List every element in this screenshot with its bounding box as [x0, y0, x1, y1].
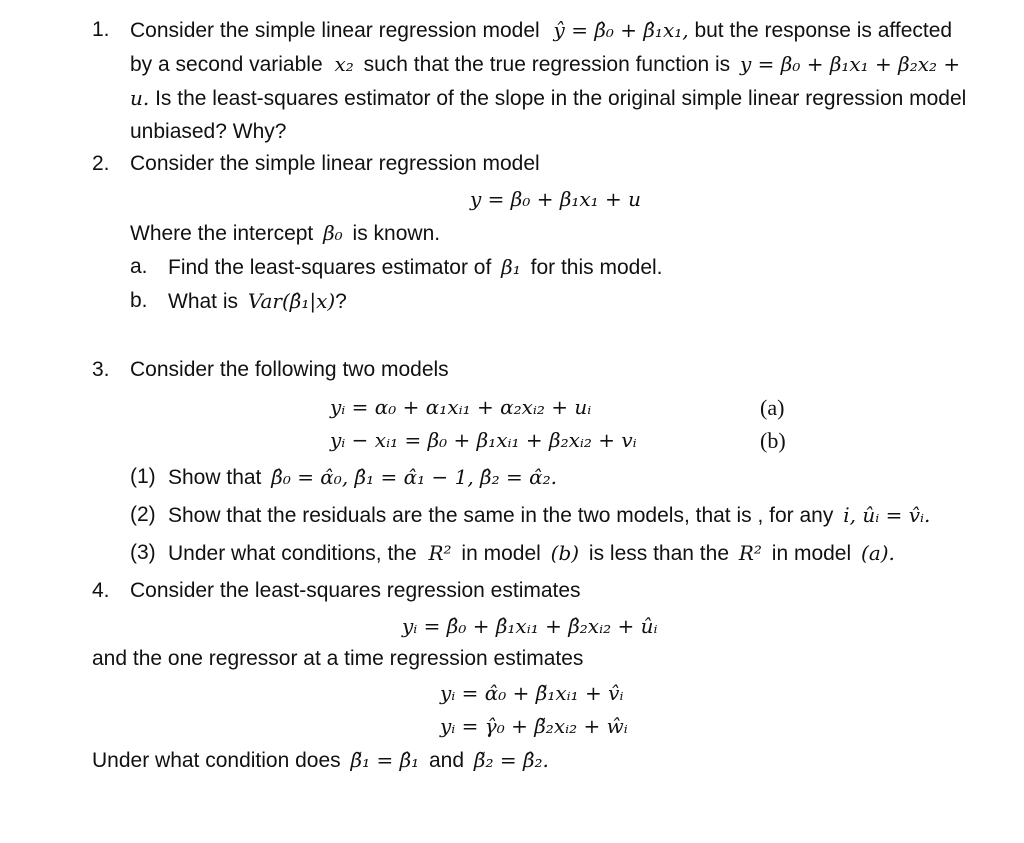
q2-where-text: Where the intercept [130, 222, 314, 245]
q3-p1-equation: β̂₀ = α̂₀, β̂₁ = α̂₁ − 1, β̂₂ = α̂₂. [271, 465, 557, 489]
q3-model-a-label: (a) [760, 395, 785, 420]
q4-condition [92, 748, 549, 773]
q2-b [168, 289, 347, 314]
q3-model-b-label: (b) [760, 428, 786, 453]
q1-line4: unbiased? Why? [130, 120, 287, 143]
q2-beta0: β₀ [323, 221, 343, 245]
q2-a-label: a. [130, 255, 148, 278]
q1-model-equation: ŷ = β̂₀ + β̂₁x₁, [553, 18, 689, 42]
q4-equation-x2: yᵢ = γ̂₀ + β̃₂xᵢ₂ + ŵᵢ [440, 714, 628, 738]
q3-p3-text: Under what conditions, the [168, 542, 417, 565]
q4-number: 4. [92, 579, 110, 602]
q3-p2-equation: i, ûᵢ = v̂ᵢ. [843, 503, 931, 527]
q1-line2-text: by a second variable [130, 53, 323, 76]
q4-and-text: and the one regressor at a time regression estimates [92, 647, 584, 670]
q1-true-equation: y = β₀ + β₁x₁ + β₂x₂ + [740, 52, 961, 76]
q3-number: 3. [92, 358, 110, 381]
q1-line1-text: Consider the simple linear regression model [130, 19, 540, 42]
q2-number: 2. [92, 152, 110, 175]
q4-condition-and: and [429, 749, 465, 772]
q2-var-expression: Var(β̂₁|x) [247, 289, 336, 313]
q3-p2-label: (2) [130, 503, 156, 526]
q3-model-a-ref: (a). [861, 541, 895, 565]
q3-r2-a: R² [428, 541, 452, 565]
q2-intro: Consider the simple linear regression model [130, 152, 540, 175]
q3-p1-text: Show that [168, 466, 262, 489]
q1-u: u. [130, 86, 150, 110]
q3-p3-label: (3) [130, 541, 156, 564]
q1-x2: x₂ [334, 52, 354, 76]
q1-line1-post: but the response is affected [694, 19, 953, 42]
q3-intro: Consider the following two models [130, 358, 449, 381]
q4-condition-text: Under what condition does [92, 749, 341, 772]
q2-equation: y = β₀ + β₁x₁ + u [470, 187, 642, 211]
q3-model-a: yᵢ = α₀ + α₁xᵢ₁ + α₂xᵢ₂ + uᵢ [330, 395, 592, 419]
q3-p3 [168, 541, 895, 566]
q1-line1 [130, 18, 952, 43]
q2-b-label: b. [130, 289, 148, 312]
q1-line3-text: Is the least-squares estimator of the slope in the original simple linear regression model [155, 87, 967, 110]
q2-where [130, 221, 440, 246]
q2-a [168, 255, 663, 280]
q3-p2-text: Show that the residuals are the same in the two models, that is , for any [168, 504, 834, 527]
q3-r2-b: R² [738, 541, 762, 565]
q2-a-text: Find the least-squares estimator of [168, 256, 492, 279]
q1-line2 [130, 52, 960, 77]
q2-b-post: ? [335, 290, 347, 313]
q2-b-text: What is [168, 290, 239, 313]
q4-equation-x1: yᵢ = α̂₀ + β̃₁xᵢ₁ + v̂ᵢ [440, 681, 624, 705]
q3-p1 [168, 465, 557, 490]
q1-line2-mid: such that the true regression function is [363, 53, 731, 76]
q3-p3-mid3: in model [771, 542, 852, 565]
q1-line3 [130, 86, 966, 111]
q3-p1-label: (1) [130, 465, 156, 488]
q2-where-post: is known. [352, 222, 441, 245]
q3-model-b-ref: (b) [550, 541, 580, 565]
q2-a-post: for this model. [530, 256, 663, 279]
q3-p2 [168, 503, 930, 528]
q1-number: 1. [92, 18, 110, 41]
q4-condition-eq1: β̃₁ = β̂₁ [350, 748, 420, 772]
q4-condition-eq2: β̃₂ = β̂₂. [473, 748, 549, 772]
q2-beta1: β₁ [501, 255, 521, 279]
q4-intro: Consider the least-squares regression estimates [130, 579, 581, 602]
q3-p3-mid1: in model [461, 542, 541, 565]
q3-model-b: yᵢ − xᵢ₁ = β₀ + β₁xᵢ₁ + β₂xᵢ₂ + vᵢ [330, 428, 637, 452]
q4-equation-full: yᵢ = β̂₀ + β̂₁xᵢ₁ + β̂₂xᵢ₂ + ûᵢ [402, 614, 658, 638]
q3-p3-mid2: is less than the [588, 542, 730, 565]
